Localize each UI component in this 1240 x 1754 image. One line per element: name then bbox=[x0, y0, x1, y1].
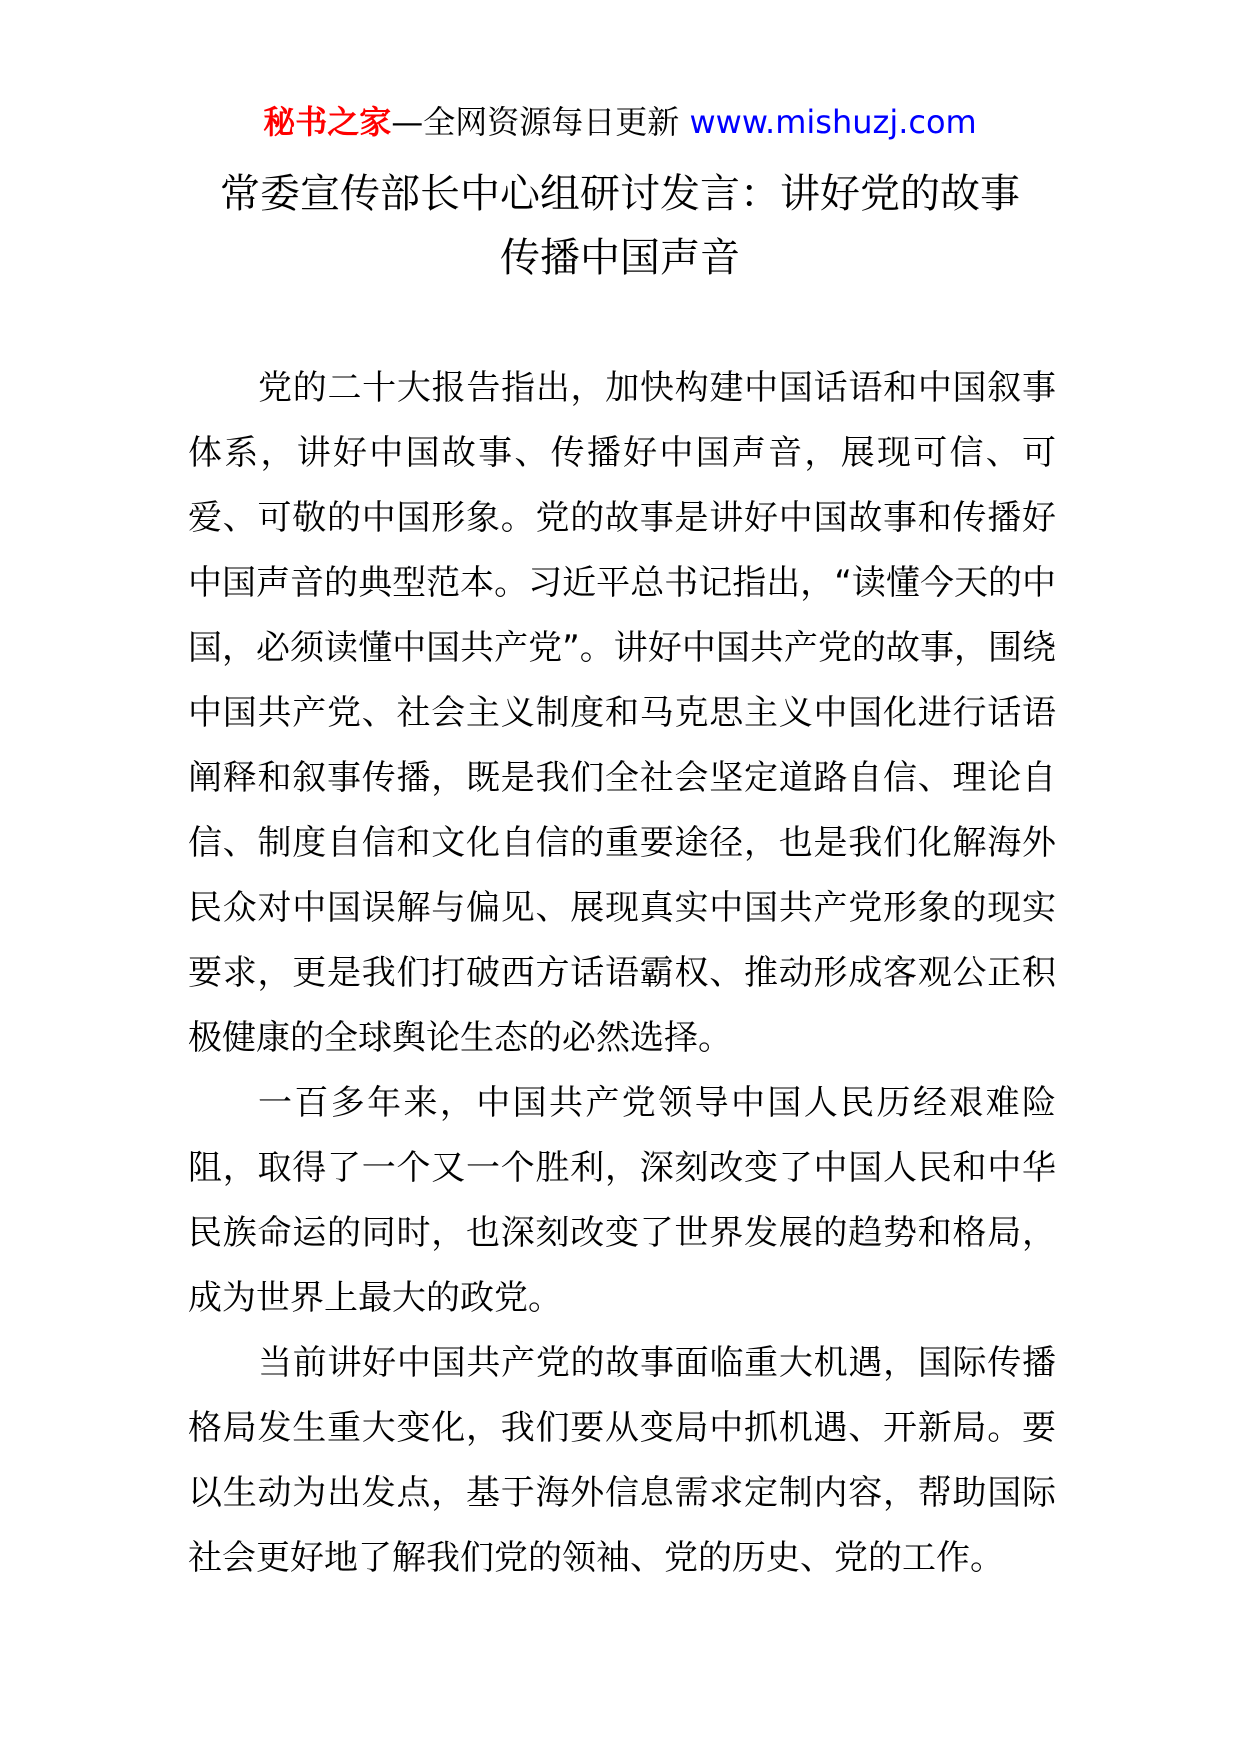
site-header bbox=[0, 100, 1240, 144]
title-line-2: 传播中国声音 bbox=[500, 235, 740, 281]
document-body bbox=[188, 356, 1056, 1591]
site-tagline: —全网资源每日更新 bbox=[391, 103, 690, 141]
site-url-link[interactable]: www.mishuzj.com bbox=[689, 103, 977, 141]
paragraph-2: 一百多年来，中国共产党领导中国人民历经艰难险阻，取得了一个又一个胜利，深刻改变了中国人民和中华民族命运的同时，也深刻改变了世界发展的趋势和格局，成为世界上最大的政党。 bbox=[188, 1083, 1056, 1318]
paragraph-1: 党的二十大报告指出，加快构建中国话语和中国叙事体系，讲好中国故事、传播好中国声音，展现可信、可爱、可敬的中国形象。党的故事是讲好中国故事和传播好中国声音的典型范本。习近平总书记指出，“读懂今天的中国，必须读懂中国共产党”。讲好中国共产党的故事，围绕中国共产党、社会主义制度和马克思主义中国化进行话语阐释和叙事传播，既是我们全社会坚定道路自信、理论自信、制度自信和文化自信的重要途径，也是我们化解海外民众对中国误解与偏见、展现真实中国共产党形象的现实要求，更是我们打破西方话语霸权、推动形成客观公正积极健康的全球舆论生态的必然选择。 bbox=[188, 368, 1056, 1058]
paragraph-3: 当前讲好中国共产党的故事面临重大机遇，国际传播格局发生重大变化，我们要从变局中抓机遇、开新局。要以生动为出发点，基于海外信息需求定制内容，帮助国际社会更好地了解我们党的领袖、党的历史、党的工作。 bbox=[188, 1343, 1056, 1578]
title-line-1: 常委宣传部长中心组研讨发言：讲好党的故事 bbox=[220, 171, 1020, 217]
document-title bbox=[150, 162, 1090, 290]
site-brand: 秘书之家 bbox=[263, 103, 392, 141]
